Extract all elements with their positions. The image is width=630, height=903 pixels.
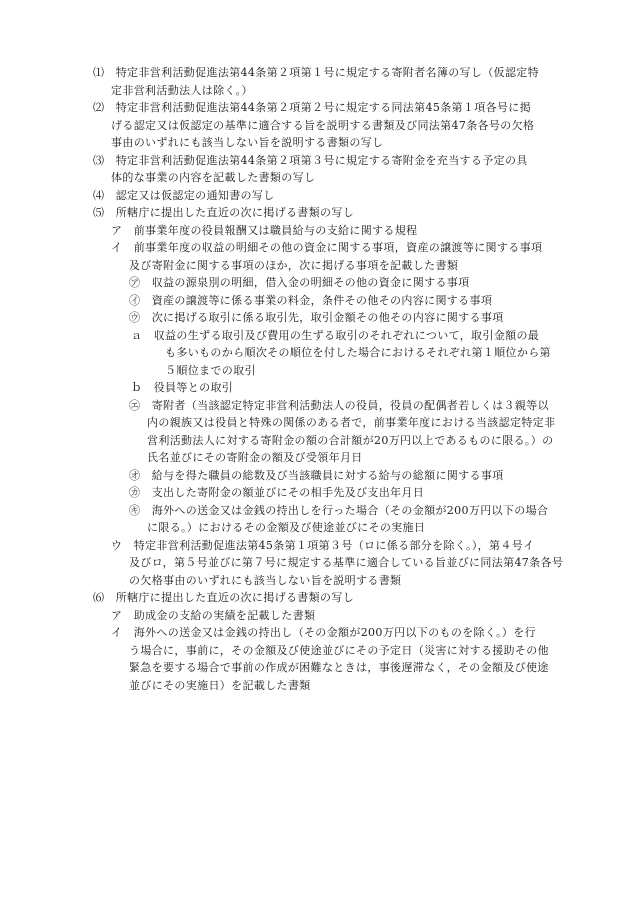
item-4-line-1: ⑷ 認定又は仮認定の通知書の写し (93, 189, 275, 202)
item-6-i-line-4: 並びにその実施日）を記載した書類 (129, 679, 311, 692)
item-5-i-e-line-2: 内の親族又は役員と特殊の関係のある者で，前事業年度における当該認定特定非 (147, 416, 556, 429)
item-6-i-line-1: イ 海外への送金又は金銭の持出し（その金額が200万円以下のものを除く。）を行 (111, 626, 536, 639)
item-6-i-line-2: う場合に，事前に，その金額及び使途並びにその予定日（災害に対する援助その他 (129, 644, 549, 657)
item-5-i-line-1: イ 前事業年度の収益の明細その他の資金に関する事項，資産の譲渡等に関する事項 (111, 241, 543, 254)
item-5-u-line-3: の欠格事由のいずれにも該当しない旨を説明する書類 (129, 574, 402, 587)
item-1-line-2: 定非営利活動法人は除く。） (111, 84, 253, 97)
item-6-i-line-3: 緊急を要する場合で事前の作成が困難なときは，事後遅滞なく，その金額及び使途 (129, 661, 549, 674)
item-5-i-a-line-1: ㋐ 収益の源泉別の明細，借入金の明細その他の資金に関する事項 (129, 276, 470, 289)
item-5-i-o-line-1: ㋔ 給与を得た職員の総数及び当該職員に対する給与の総額に関する事項 (129, 469, 504, 482)
item-5-u-line-2: 及びロ，第５号並びに第７号に規定する基準に適合している旨並びに同法第47条各号 (129, 556, 564, 569)
item-3-line-1: ⑶ 特定非営利活動促進法第44条第２項第３号に規定する寄附金を充当する予定の具 (93, 154, 528, 167)
item-5-i-u-a-line-1: ａ 収益の生ずる取引及び費用の生ずる取引のそれぞれについて，取引金額の最 (131, 329, 540, 342)
item-5-i-ki-line-2: に限る。）におけるその金額及び使途並びにその実施日 (147, 521, 426, 534)
item-5-i-e-line-4: 氏名並びにその寄附金の額及び受領年月日 (147, 451, 363, 464)
item-5-i-ki-line-1: ㋖ 海外への送金又は金銭の持出しを行った場合（その金額が200万円以下の場合 (129, 504, 549, 517)
item-5-i-e-line-3: 営利活動法人に対する寄附金の額の合計額が20万円以上であるものに限る。）の (147, 434, 554, 447)
item-5-i-ka-line-1: ㋕ 支出した寄附金の額並びにその相手先及び支出年月日 (129, 486, 425, 499)
item-6-line-1: ⑹ 所轄庁に提出した直近の次に掲げる書類の写し (93, 591, 355, 604)
item-5-i-u-a-line-2: も多いものから順次その順位を付した場合におけるそれぞれ第１順位から第 (165, 346, 551, 359)
item-5-i-u-line-1: ㋒ 次に掲げる取引に係る取引先，取引金額その他その内容に関する事項 (129, 311, 504, 324)
item-5-a-line-1: ア 前事業年度の役員報酬又は職員給与の支給に関する規程 (111, 224, 418, 237)
item-5-i-u-b-line-1: ｂ 役員等との取引 (131, 381, 234, 394)
item-2-line-3: 事由のいずれにも該当しない旨を説明する書類の写し (111, 136, 384, 149)
item-6-a-line-1: ア 助成金の支給の実績を記載した書類 (111, 609, 316, 622)
item-3-line-2: 体的な事業の内容を記載した書類の写し (111, 171, 316, 184)
item-5-u-line-1: ウ 特定非営利活動促進法第45条第１項第３号（ロに係る部分を除く。），第４号イ (111, 539, 535, 552)
item-5-line-1: ⑸ 所轄庁に提出した直近の次に掲げる書類の写し (93, 206, 355, 219)
item-1-line-1: ⑴ 特定非営利活動促進法第44条第２項第１号に規定する寄附者名簿の写し（仮認定特 (93, 66, 539, 79)
item-5-i-e-line-1: ㋓ 寄附者（当該認定特定非営利活動法人の役員，役員の配偶者若しくは３親等以 (129, 399, 549, 412)
item-5-i-i-line-1: ㋑ 資産の譲渡等に係る事業の料金，条件その他その内容に関する事項 (129, 294, 493, 307)
item-5-i-line-2: 及び寄附金に関する事項のほか，次に掲げる事項を記載した書類 (129, 259, 459, 272)
item-2-line-1: ⑵ 特定非営利活動促進法第44条第２項第２号に規定する同法第45条第１項各号に掲 (93, 101, 531, 114)
item-2-line-2: げる認定又は仮認定の基準に適合する旨を説明する書類及び同法第47条各号の欠格 (111, 119, 535, 132)
item-5-i-u-a-line-3: ５順位までの取引 (165, 364, 256, 377)
